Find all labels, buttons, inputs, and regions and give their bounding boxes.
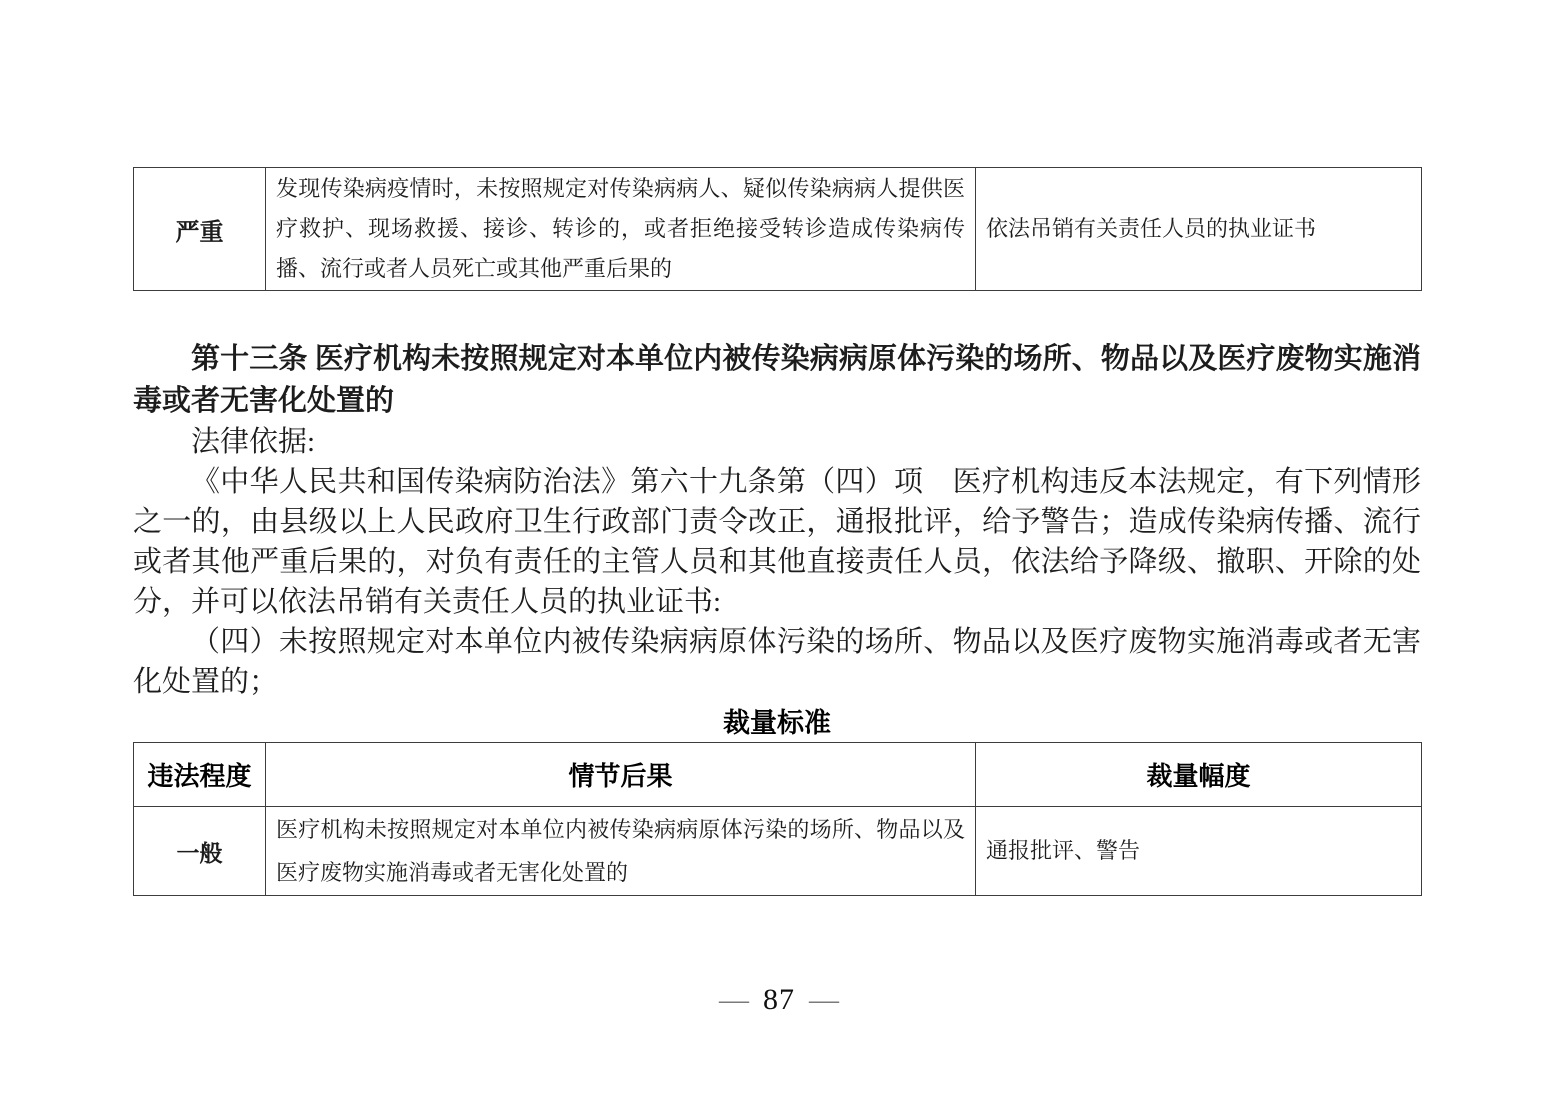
circumstance-cell xyxy=(266,168,976,291)
continued-penalty-table xyxy=(133,167,1422,291)
violation-degree-cell xyxy=(134,807,266,896)
table-row xyxy=(134,168,1422,291)
penalty-cell xyxy=(976,807,1422,896)
discretion-standard-table xyxy=(133,742,1422,896)
header-violation-degree: 违法程度 xyxy=(134,743,266,807)
provision-item-paragraph: （四）未按照规定对本单位内被传染病病原体污染的场所、物品以及医疗废物实施消毒或者无害化处置的； xyxy=(133,626,1421,698)
legal-provision-paragraph: 《中华人民共和国传染病防治法》第六十九条第（四）项 医疗机构违反本法规定，有下列情形之一的，由县级以上人民政府卫生行政部门责令改正，通报批评，给予警告；造成传染病传播、流行或者其他严重后果的，对负有责任的主管人员和其他直接责任人员，依法给予降级、撤职、开除的处分，并可以依法吊销有关责任人员的执业证书: xyxy=(133,466,1421,618)
penalty-cell xyxy=(976,168,1422,291)
circumstance-text: 发现传染病疫情时，未按照规定对传染病病人、疑似传染病病人提供医疗救护、现场救援、接诊、转诊的，或者拒绝接受转诊造成传染病传播、流行或者人员死亡或其他严重后果的 xyxy=(276,176,965,281)
header-circumstance: 情节后果 xyxy=(266,743,976,807)
legal-basis-label: 法律依据: xyxy=(191,426,316,458)
table-row xyxy=(134,807,1422,896)
circumstance-text: 医疗机构未按照规定对本单位内被传染病病原体污染的场所、物品以及医疗废物实施消毒或者无害化处置的 xyxy=(276,817,965,885)
violation-degree-label: 严重 xyxy=(175,219,224,246)
page-number: 87 xyxy=(763,983,795,1016)
header-discretion-range: 裁量幅度 xyxy=(976,743,1422,807)
article-content xyxy=(133,338,1421,896)
penalty-text: 依法吊销有关责任人员的执业证书 xyxy=(986,216,1317,241)
circumstance-cell xyxy=(266,807,976,896)
violation-degree-cell xyxy=(134,168,266,291)
footer-left-dash: — xyxy=(719,983,749,1016)
standard-table-title: 裁量标准 xyxy=(723,708,831,738)
article-heading: 第十三条 医疗机构未按照规定对本单位内被传染病病原体污染的场所、物品以及医疗废物实施消毒或者无害化处置的 xyxy=(133,343,1421,417)
violation-degree-label: 一般 xyxy=(176,840,223,866)
footer-right-dash: — xyxy=(809,983,839,1016)
page-footer xyxy=(0,982,1558,1018)
penalty-text: 通报批评、警告 xyxy=(986,838,1141,863)
table-header-row xyxy=(134,743,1422,807)
